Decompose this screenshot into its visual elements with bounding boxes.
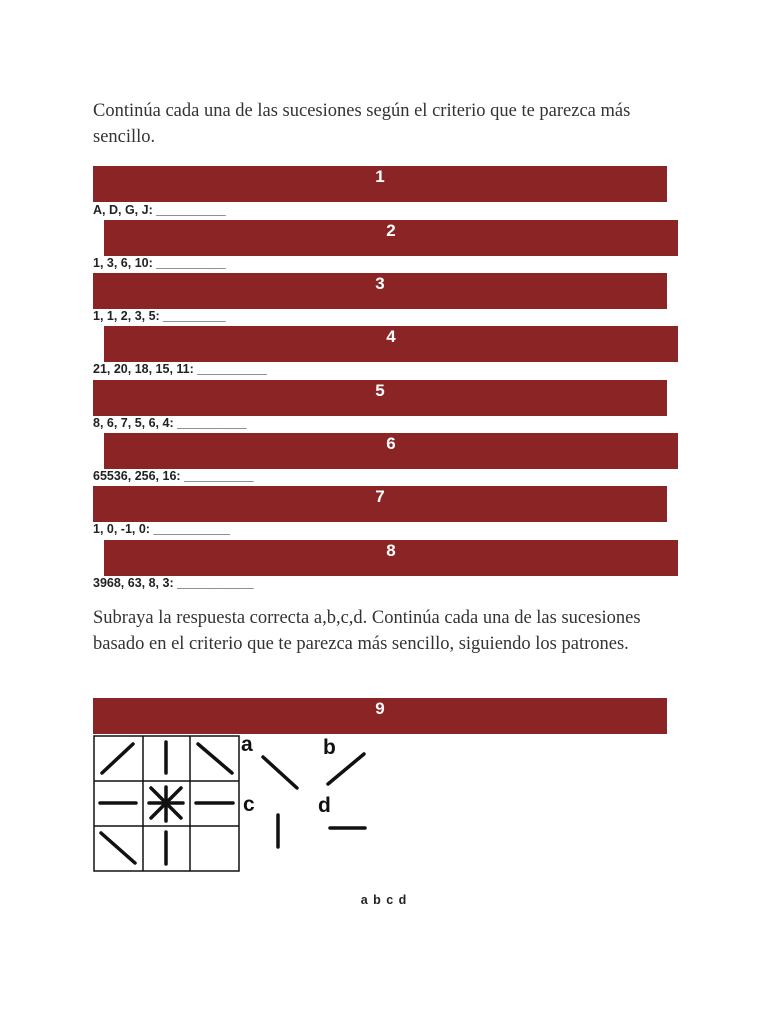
sequence-7-number: 7 xyxy=(375,487,385,506)
cell-7-diagonal xyxy=(101,833,135,863)
sequence-6-text: 65536, 256, 16: __________ xyxy=(93,469,254,483)
answer-choices-row: a b c d xyxy=(360,893,408,907)
sequence-8-text: 3968, 63, 8, 3: ___________ xyxy=(93,576,254,590)
sequence-3-header xyxy=(93,273,667,309)
sequence-5-header xyxy=(93,380,667,416)
sequence-8-number: 8 xyxy=(386,541,396,560)
sequence-6-header xyxy=(104,433,678,469)
option-a-diagonal xyxy=(263,757,297,788)
sequence-1-header xyxy=(93,166,667,202)
intro-instructions-2: Subraya la respuesta correcta a,b,c,d. Continúa cada una de las sucesiones basado en el criterio que te parezca más sencillo, siguiendo los patrones. xyxy=(93,608,641,654)
option-b-label: b xyxy=(323,736,336,759)
sequence-8-header xyxy=(104,540,678,576)
cell-3-diagonal xyxy=(198,744,232,773)
question-9-number: 9 xyxy=(375,699,385,718)
sequence-4-header xyxy=(104,326,678,362)
pattern-grid xyxy=(93,735,243,873)
sequence-2-number: 2 xyxy=(386,221,396,240)
intro-instructions: Continúa cada una de las sucesiones según el criterio que te parezca más sencillo. xyxy=(93,101,631,147)
answer-options xyxy=(238,732,378,852)
sequence-1-number: 1 xyxy=(375,167,385,186)
question-9-header xyxy=(93,698,667,734)
sequence-6-number: 6 xyxy=(386,434,396,453)
sequence-3-text: 1, 1, 2, 3, 5: _________ xyxy=(93,309,226,323)
sequence-4-text: 21, 20, 18, 15, 11: __________ xyxy=(93,362,267,376)
sequence-5-text: 8, 6, 7, 5, 6, 4: __________ xyxy=(93,416,247,430)
cell-5-star xyxy=(149,787,183,821)
grid-strokes xyxy=(100,742,233,864)
sequence-2-text: 1, 3, 6, 10: __________ xyxy=(93,256,226,270)
cell-1-diagonal xyxy=(102,744,133,773)
option-c-label: c xyxy=(243,793,255,816)
option-d-label: d xyxy=(318,794,331,817)
sequence-7-text: 1, 0, -1, 0: ___________ xyxy=(93,522,230,536)
sequence-1-text: A, D, G, J: __________ xyxy=(93,203,226,217)
sequence-4-number: 4 xyxy=(386,327,396,346)
option-a-label: a xyxy=(241,733,253,756)
sequence-7-header xyxy=(93,486,667,522)
sequence-2-header xyxy=(104,220,678,256)
sequence-5-number: 5 xyxy=(375,381,385,400)
sequence-3-number: 3 xyxy=(375,274,385,293)
